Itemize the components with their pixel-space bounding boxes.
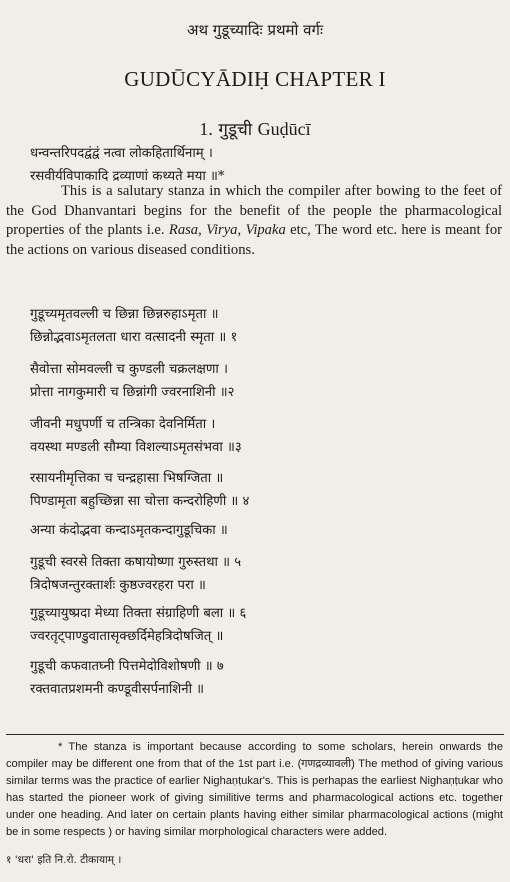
verse-line: अन्या कंदोद्भवा कन्दाऽमृतकन्दागुडूचिका ॥ (30, 523, 228, 538)
para-sep: , (198, 222, 207, 238)
verse-block (30, 413, 242, 459)
verse-line: जीवनी मधुपर्णी च तन्त्रिका देवनिर्मिता । (30, 417, 216, 432)
verse-line: गुडूच्यमृतवल्ली च छिन्ना छिन्नरुहाऽमृता ॥ (30, 307, 219, 322)
footnote-sanskrit-term: गणद्रव्यावली (301, 758, 352, 770)
term-vipaka: Vipaka (245, 222, 286, 238)
verse-line: गुडूची स्वरसे तिक्ता कषायोष्णा गुरुस्तथा ॥ ५ (30, 555, 242, 570)
verse-block (30, 303, 237, 349)
verse-block (30, 519, 228, 542)
term-virya: Virya (206, 222, 238, 238)
para-sep: , (237, 222, 246, 238)
verse-line: रक्तवातप्रशमनी कण्डूवीसर्पनाशिनी ॥ (30, 682, 205, 697)
verse-line: रसायनीमृत्तिका च चन्द्रहासा भिषग्जिता ॥ (30, 471, 224, 486)
para-text: etc, The word etc. here is meant for the actions on various diseased conditions. (6, 222, 503, 258)
sanskrit-chapter-title: अथ गुडूच्यादिः प्रथमो वर्गः (186, 21, 323, 39)
verse-block (30, 655, 224, 701)
english-chapter-title: GUDŪCYĀDIḤ CHAPTER I (124, 67, 386, 91)
para-text: This is a salutary stanza in which the compiler after bowing to the feet of the God Dhanvantari begins for the benefit of the people the pharmacological properties of the plants i.e. (6, 183, 502, 238)
footnote-divider (6, 734, 504, 735)
term-rasa: Rasa (168, 222, 199, 238)
verse-line: वयस्था मण्डली सौम्या विशल्याऽमृतसंभवा ॥३ (30, 440, 242, 455)
verse-line: ज्वरतृट्पाण्डुवातासृक्छर्दिमेहत्रिदोषजित् ॥ (30, 629, 224, 644)
section-heading (0, 117, 510, 140)
verse-line: त्रिदोषजन्तुरक्तार्शः कुष्ठज्वरहरा परा ॥ (30, 578, 206, 593)
section-number: 1. (199, 119, 213, 139)
commentary-paragraph (6, 182, 502, 260)
verse-block (30, 358, 235, 404)
verse-line: प्रोत्ता नागकुमारी च छिन्नांगी ज्वरनाशिनी ॥२ (30, 385, 235, 400)
footnote-variant-reading: १ 'धरा' इति नि.रो. टीकायाम् । (6, 854, 122, 866)
verse-line: सैवोत्ता सोमवल्ली च कुण्डली चक्रलक्षणा । (30, 362, 229, 377)
verse-line: धन्वन्तरिपदद्वंद्वं नत्वा लोकहितार्थिनाम् । (30, 146, 213, 161)
verse-line: रसवीर्यविपाकादि द्रव्याणां कथ्यते मया ॥* (30, 169, 225, 184)
section-sanskrit-name: गुडूची (218, 120, 253, 140)
footnote-text: * The stanza is important because according to some scholars, herein onwards the compiler may be different one from that of the 1st part i.e. ( (6, 741, 503, 770)
verse-line: गुडूच्यायुष्प्रदा मेध्या तिक्ता संग्राहिणी बला ॥ ६ (30, 606, 247, 621)
verse-block (30, 467, 249, 513)
verse-line: छिन्नोद्भवाऽमृतलता धारा वत्सादनी स्मृता ॥ १ (30, 330, 238, 345)
verse-block (30, 602, 246, 648)
footnote-text: ) The method of giving various similar terms was the practice of earlier Nighaṇṭukar's. This is perhapas the earliest Nighaṇṭukar who has started the pioneer work of giving similitive terms and pharmacological actions etc. together under one heading. And later on certain plants having either similar pharmacological actions (might be in some respects ) or having similar morphological characters were added. (6, 758, 504, 838)
footnote (6, 739, 503, 841)
verse-line: पिण्डामृता बहुच्छिन्ना सा चोत्ता कन्दरोहिणी ॥ ४ (30, 494, 250, 509)
section-roman-name: Guḍūcī (257, 119, 311, 139)
verse-line: गुडूची कफवातघ्नी पित्तमेदोविशोषणी ॥ ७ (30, 659, 224, 674)
verse-block (30, 551, 241, 597)
